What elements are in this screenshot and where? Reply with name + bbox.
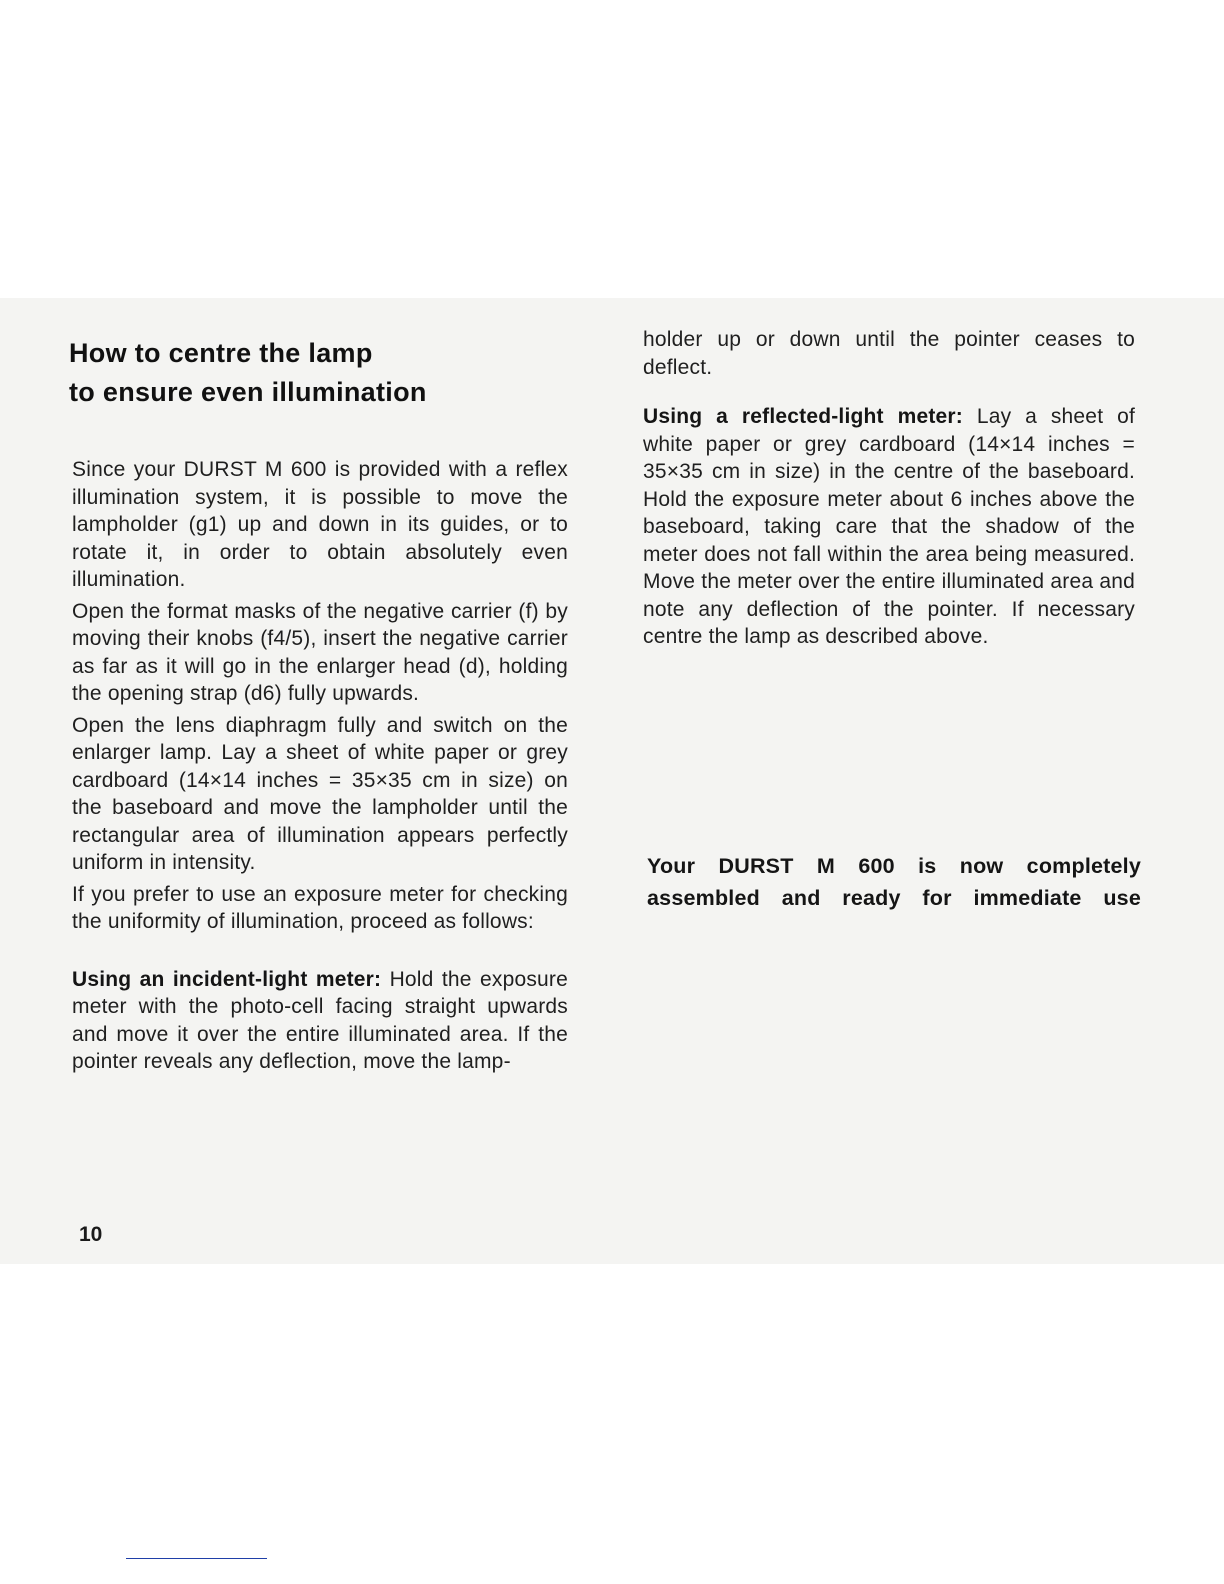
left-column	[72, 456, 568, 1080]
heading-line-1: How to centre the lamp	[69, 338, 373, 368]
right-column	[643, 326, 1135, 655]
paragraph-lens-diaphragm: Open the lens diaphragm fully and switch on the enlarger lamp. Lay a sheet of white paper or grey cardboard (14×14 inches = 35×35 cm in size) on the baseboard and move the lampholder until the rectangular area of illumination appears perfectly uniform in intensity.	[72, 713, 568, 874]
page-heading	[69, 334, 589, 412]
paragraph-incident-light-meter	[72, 966, 568, 1076]
heading-line-2: to ensure even illumination	[69, 377, 427, 407]
paragraph-negative-carrier: Open the format masks of the negative carrier (f) by moving their knobs (f4/5), insert the negative carrier as far as it will go in the enlarger head (d), holding the opening strap (d6) fully upwards.	[72, 599, 568, 705]
incident-light-meter-label: Using an incident-light meter:	[72, 967, 382, 991]
reflected-light-meter-text: Lay a sheet of white paper or grey cardboard (14×14 inches = 35×35 cm in size) in the centre of the baseboard. Hold the exposure meter about 6 inches above the baseboard, taking care that the shadow of the meter does not fall within the area being measured. Move the meter over the entire illuminated area and note any deflection of the pointer. If necessary centre the lamp as described above.	[643, 405, 1135, 648]
closing-line-1: Your DURST M 600 is now completely	[647, 854, 1141, 878]
paragraph-continuation: holder up or down until the pointer ceases to deflect.	[643, 328, 1135, 379]
paragraph-exposure-meter-intro: If you prefer to use an exposure meter for checking the uniformity of illumination, proceed as follows:	[72, 882, 568, 933]
paragraph-reflex-system: Since your DURST M 600 is provided with a reflex illumination system, it is possible to move the lampholder (g1) up and down in its guides, or to rotate it, in order to obtain absolutely even illumination.	[72, 458, 568, 591]
page-number: 10	[79, 1223, 103, 1246]
closing-line-2: assembled and ready for immediate use	[647, 886, 1141, 910]
incident-light-meter-text: Hold the exposure meter with the photo-cell facing straight upwards and move it over the entire illuminated area. If the pointer reveals any deflection, move the lamp-	[72, 967, 568, 1073]
reflected-light-meter-label: Using a reflected-light meter:	[643, 405, 963, 428]
closing-statement	[647, 850, 1141, 914]
paragraph-reflected-light-meter	[643, 403, 1135, 651]
footer-rule	[126, 1558, 267, 1559]
